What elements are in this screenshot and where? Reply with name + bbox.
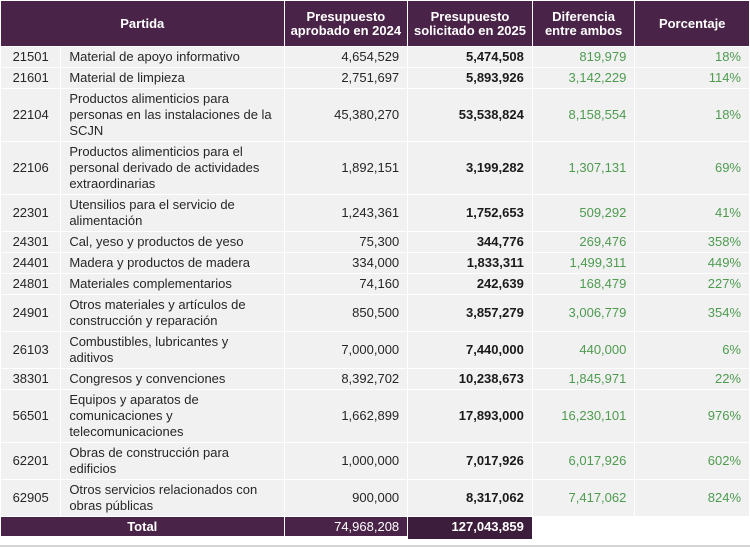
approved-2024-cell: 2,751,697: [285, 68, 408, 88]
table-row: [1, 274, 749, 294]
approved-2024-cell: 1,000,000: [285, 443, 408, 479]
requested-2025-cell: 53,538,824: [408, 89, 532, 141]
difference-cell: 3,006,779: [533, 295, 635, 331]
partida-desc-cell: Otros servicios relacionados con obras públicas: [61, 480, 283, 516]
approved-2024-cell: 334,000: [285, 253, 408, 273]
header-percent: Porcentaje: [635, 1, 749, 46]
difference-cell: 1,499,311: [533, 253, 635, 273]
partida-code-cell: 62905: [1, 480, 60, 516]
difference-cell: 1,845,971: [533, 369, 635, 389]
percent-cell: 227%: [635, 274, 749, 294]
table-row: [1, 195, 749, 231]
header-requested-2025: Presupuesto solicitado en 2025: [408, 1, 532, 46]
difference-cell: 6,017,926: [533, 443, 635, 479]
approved-2024-cell: 45,380,270: [285, 89, 408, 141]
difference-cell: 509,292: [533, 195, 635, 231]
difference-cell: 819,979: [533, 47, 635, 67]
table-row: [1, 253, 749, 273]
difference-cell: 16,230,101: [533, 390, 635, 442]
approved-2024-cell: 1,243,361: [285, 195, 408, 231]
table-footer: [1, 517, 749, 536]
table-row: [1, 390, 749, 442]
approved-2024-cell: 75,300: [285, 232, 408, 252]
partida-desc-cell: Cal, yeso y productos de yeso: [61, 232, 283, 252]
partida-desc-cell: Productos alimenticios para personas en las instalaciones de la SCJN: [61, 89, 283, 141]
partida-code-cell: 24301: [1, 232, 60, 252]
table-row: [1, 480, 749, 516]
difference-cell: 440,000: [533, 332, 635, 368]
partida-code-cell: 56501: [1, 390, 60, 442]
partida-desc-cell: Materiales complementarios: [61, 274, 283, 294]
requested-2025-cell: 5,893,926: [408, 68, 532, 88]
total-label: Total: [1, 517, 284, 536]
partida-code-cell: 22106: [1, 142, 60, 194]
table-header: [1, 1, 749, 46]
partida-desc-cell: Madera y productos de madera: [61, 253, 283, 273]
partida-code-cell: 24801: [1, 274, 60, 294]
table-row: [1, 369, 749, 389]
total-empty-percent: [635, 517, 749, 536]
approved-2024-cell: 8,392,702: [285, 369, 408, 389]
percent-cell: 602%: [635, 443, 749, 479]
percent-cell: 976%: [635, 390, 749, 442]
requested-2025-cell: 7,440,000: [408, 332, 532, 368]
difference-cell: 8,158,554: [533, 89, 635, 141]
partida-desc-cell: Otros materiales y artículos de construcción y reparación: [61, 295, 283, 331]
requested-2025-cell: 1,752,653: [408, 195, 532, 231]
partida-code-cell: 22104: [1, 89, 60, 141]
table-row: [1, 142, 749, 194]
partida-desc-cell: Productos alimenticios para el personal derivado de actividades extraordinarias: [61, 142, 283, 194]
partida-desc-cell: Material de limpieza: [61, 68, 283, 88]
total-requested-2025: 127,043,859: [408, 517, 532, 536]
percent-cell: 354%: [635, 295, 749, 331]
approved-2024-cell: 850,500: [285, 295, 408, 331]
requested-2025-cell: 1,833,311: [408, 253, 532, 273]
requested-2025-cell: 7,017,926: [408, 443, 532, 479]
table-body: [1, 47, 749, 516]
approved-2024-cell: 1,892,151: [285, 142, 408, 194]
partida-desc-cell: Combustibles, lubricantes y aditivos: [61, 332, 283, 368]
requested-2025-cell: 3,199,282: [408, 142, 532, 194]
approved-2024-cell: 4,654,529: [285, 47, 408, 67]
difference-cell: 7,417,062: [533, 480, 635, 516]
approved-2024-cell: 1,662,899: [285, 390, 408, 442]
requested-2025-cell: 17,893,000: [408, 390, 532, 442]
percent-cell: 114%: [635, 68, 749, 88]
table-row: [1, 332, 749, 368]
approved-2024-cell: 900,000: [285, 480, 408, 516]
percent-cell: 18%: [635, 89, 749, 141]
difference-cell: 269,476: [533, 232, 635, 252]
partida-code-cell: 24901: [1, 295, 60, 331]
percent-cell: 824%: [635, 480, 749, 516]
partida-desc-cell: Material de apoyo informativo: [61, 47, 283, 67]
partida-code-cell: 62201: [1, 443, 60, 479]
requested-2025-cell: 8,317,062: [408, 480, 532, 516]
table-row: [1, 47, 749, 67]
difference-cell: 3,142,229: [533, 68, 635, 88]
percent-cell: 6%: [635, 332, 749, 368]
table-row: [1, 232, 749, 252]
partida-desc-cell: Congresos y convenciones: [61, 369, 283, 389]
header-difference: Diferencia entre ambos: [533, 1, 635, 46]
percent-cell: 358%: [635, 232, 749, 252]
requested-2025-cell: 3,857,279: [408, 295, 532, 331]
partida-code-cell: 38301: [1, 369, 60, 389]
table-row: [1, 443, 749, 479]
percent-cell: 449%: [635, 253, 749, 273]
partida-desc-cell: Utensilios para el servicio de alimentación: [61, 195, 283, 231]
partida-code-cell: 21601: [1, 68, 60, 88]
partida-desc-cell: Obras de construcción para edificios: [61, 443, 283, 479]
total-empty-difference: [533, 517, 635, 536]
requested-2025-cell: 10,238,673: [408, 369, 532, 389]
difference-cell: 1,307,131: [533, 142, 635, 194]
partida-code-cell: 26103: [1, 332, 60, 368]
header-approved-2024: Presupuesto aprobado en 2024: [285, 1, 408, 46]
percent-cell: 22%: [635, 369, 749, 389]
requested-2025-cell: 5,474,508: [408, 47, 532, 67]
partida-code-cell: 24401: [1, 253, 60, 273]
header-partida: Partida: [1, 1, 284, 46]
partida-desc-cell: Equipos y aparatos de comunicaciones y telecomunicaciones: [61, 390, 283, 442]
partida-code-cell: 22301: [1, 195, 60, 231]
percent-cell: 69%: [635, 142, 749, 194]
percent-cell: 41%: [635, 195, 749, 231]
table-row: [1, 68, 749, 88]
total-row: [1, 517, 749, 536]
difference-cell: 168,479: [533, 274, 635, 294]
approved-2024-cell: 7,000,000: [285, 332, 408, 368]
partida-code-cell: 21501: [1, 47, 60, 67]
percent-cell: 18%: [635, 47, 749, 67]
requested-2025-cell: 344,776: [408, 232, 532, 252]
total-approved-2024: 74,968,208: [285, 517, 408, 536]
approved-2024-cell: 74,160: [285, 274, 408, 294]
requested-2025-cell: 242,639: [408, 274, 532, 294]
table-row: [1, 89, 749, 141]
table-row: [1, 295, 749, 331]
